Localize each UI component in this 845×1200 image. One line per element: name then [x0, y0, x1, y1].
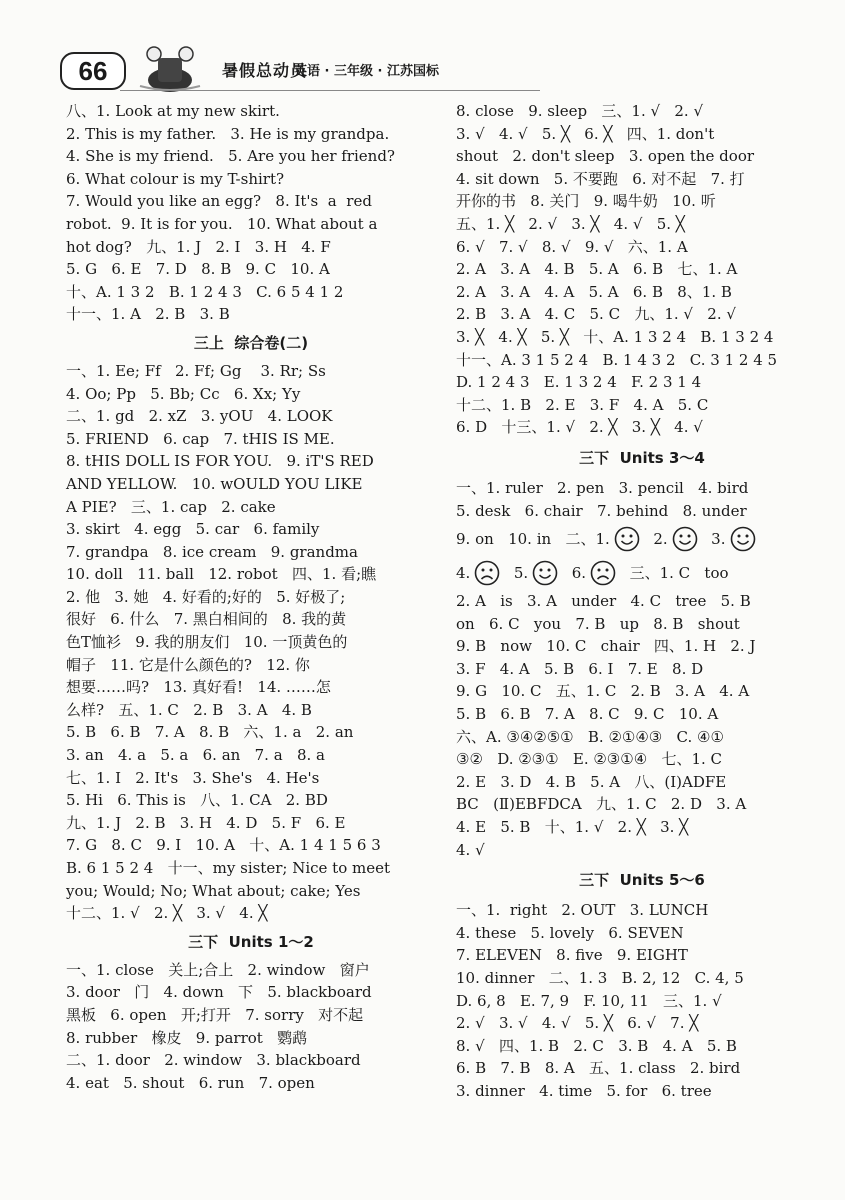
answer-line: 4. Oo; Pp 5. Bb; Cc 6. Xx; Yy — [66, 384, 301, 403]
answer-line: 2. E 3. D 4. B 5. A 八、(Ⅰ)ADFE — [456, 772, 727, 791]
answer-line: 6. What colour is my T-shirt? — [66, 169, 285, 188]
answer-line: 五、1. ╳ 2. √ 3. ╳ 4. √ 5. ╳ — [456, 214, 685, 233]
answer-line: 十一、A. 3 1 5 2 4 B. 1 4 3 2 C. 3 1 2 4 5 — [456, 350, 778, 369]
answer-line: 3. an 4. a 5. a 6. an 7. a 8. a — [66, 746, 325, 765]
answer-line: 5. Hi 6. This is 八、1. CA 2. BD — [66, 791, 328, 810]
answer-line: 4. eat 5. shout 6. run 7. open — [66, 1073, 315, 1092]
answer-line: 5. B 6. B 7. A 8. B 六、1. a 2. an — [66, 723, 354, 742]
answer-line: 3. F 4. A 5. B 6. I 7. E 8. D — [456, 659, 704, 678]
answer-line: you; Would; No; What about; cake; Yes — [66, 881, 361, 900]
answer-line: 十、A. 1 3 2 B. 1 2 4 3 C. 6 5 4 1 2 — [66, 282, 344, 301]
answer-line: 九、1. J 2. B 3. H 4. D 5. F 6. E — [66, 813, 346, 832]
answer-text: 三、1. C too — [620, 564, 729, 583]
answer-line: shout 2. don't sleep 3. open the door — [456, 147, 755, 166]
answer-line: AND YELLOW. 10. wOULD YOU LIKE — [66, 474, 363, 493]
answer-line: A PIE? 三、1. cap 2. cake — [66, 497, 276, 516]
answer-line: 一、1. ruler 2. pen 3. pencil 4. bird — [456, 478, 749, 497]
answer-line: 二、1. door 2. window 3. blackboard — [66, 1051, 361, 1070]
answer-line: 十二、1. √ 2. ╳ 3. √ 4. ╳ — [66, 904, 268, 923]
answer-line: 8. √ 四、1. B 2. C 3. B 4. A 5. B — [456, 1036, 737, 1055]
answer-line: 5. FRIEND 6. cap 7. tHIS IS ME. — [66, 429, 335, 448]
smiley-face-icon — [532, 560, 558, 586]
answer-line: 5. G 6. E 7. D 8. B 9. C 10. A — [66, 260, 330, 279]
answer-line: robot. 9. It is for you. 10. What about a — [66, 214, 378, 233]
answer-line: 3. skirt 4. egg 5. car 6. family — [66, 520, 320, 539]
answer-line: 想要……吗? 13. 真好看! 14. ……怎 — [66, 678, 331, 697]
answer-line: 4. sit down 5. 不要跑 6. 对不起 7. 打 — [456, 169, 745, 188]
answer-line: 一、1. right 2. OUT 3. LUNCH — [456, 901, 709, 920]
answer-line: 十二、1. B 2. E 3. F 4. A 5. C — [456, 395, 709, 414]
answer-line: 7. grandpa 8. ice cream 9. grandma — [66, 542, 358, 561]
answer-line: 8. close 9. sleep 三、1. √ 2. √ — [456, 102, 704, 120]
sad-face-icon — [474, 560, 500, 586]
answer-line: 4. E 5. B 十、1. √ 2. ╳ 3. ╳ — [456, 818, 689, 837]
answer-line: 一、1. Ee; Ff 2. Ff; Gg 3. Rr; Ss — [66, 361, 326, 380]
answer-line: 开你的书 8. 关门 9. 喝牛奶 10. 听 — [456, 192, 716, 211]
answer-line: 4. √ — [456, 840, 485, 859]
answer-line: 二、1. gd 2. xZ 3. yOU 4. LOOK — [66, 407, 333, 426]
answer-line: 10. dinner 二、1. 3 B. 2, 12 C. 4, 5 — [456, 969, 744, 987]
answer-line: 2. A 3. A 4. A 5. A 6. B 8、1. B — [456, 282, 732, 301]
answer-line: 2. √ 3. √ 4. √ 5. ╳ 6. √ 7. ╳ — [456, 1014, 699, 1033]
answer-line: ③② D. ②③① E. ②③①④ 七、1. C — [456, 750, 723, 769]
item-number: 5. — [504, 564, 529, 583]
answer-line: hot dog? 九、1. J 2. I 3. H 4. F — [66, 237, 331, 256]
answer-line: BC (Ⅱ)EBFDCA 九、1. C 2. D 3. A — [456, 795, 747, 814]
answer-line: 一、1. close 关上;合上 2. window 窗户 — [66, 960, 370, 979]
answer-line: 4. these 5. lovely 6. SEVEN — [456, 923, 684, 942]
answer-line: D. 6, 8 E. 7, 9 F. 10, 11 三、1. √ — [456, 991, 722, 1010]
page-number-badge: 66 — [60, 52, 126, 90]
answer-line: 很好 6. 什么 7. 黑白相间的 8. 我的黄 — [66, 610, 347, 629]
answer-line: 7. G 8. C 9. I 10. A 十、A. 1 4 1 5 6 3 — [66, 836, 381, 855]
item-number: 6. — [562, 564, 587, 583]
answer-line: B. 6 1 5 2 4 十一、my sister; Nice to meet — [66, 859, 391, 877]
section-heading: 三下 Units 3～4 — [579, 448, 705, 467]
sad-face-icon — [590, 560, 616, 586]
answer-line: 3. dinner 4. time 5. for 6. tree — [456, 1081, 712, 1100]
answer-line: 2. 他 3. 她 4. 好看的;好的 5. 好极了; — [66, 587, 346, 606]
answer-line: 10. doll 11. ball 12. robot 四、1. 看;瞧 — [66, 565, 377, 584]
answer-line: 9. G 10. C 五、1. C 2. B 3. A 4. A — [456, 682, 750, 701]
answer-line: 5. B 6. B 7. A 8. C 9. C 10. A — [456, 705, 719, 724]
answer-line: 帽子 11. 它是什么颜色的? 12. 你 — [66, 655, 310, 674]
answer-line: on 6. C you 7. B up 8. B shout — [456, 614, 740, 633]
mascot-illustration — [120, 44, 220, 94]
smiley-face-icon — [614, 526, 640, 552]
answer-line-faces — [456, 556, 828, 590]
answer-line: 么样? 五、1. C 2. B 3. A 4. B — [66, 700, 312, 719]
answer-line: 2. This is my father. 3. He is my grandpa. — [66, 124, 390, 143]
answer-text: 9. on 10. in 二、1. — [456, 530, 610, 549]
answer-line: 3. door 门 4. down 下 5. blackboard — [66, 983, 372, 1002]
answer-line: 3. ╳ 4. ╳ 5. ╳ 十、A. 1 3 2 4 B. 1 3 2 4 — [456, 327, 774, 346]
answer-line: 9. B now 10. C chair 四、1. H 2. J — [456, 637, 756, 656]
smiley-face-icon — [672, 526, 698, 552]
answer-line: 2. B 3. A 4. C 5. C 九、1. √ 2. √ — [456, 305, 736, 324]
answer-line: 黑板 6. open 开;打开 7. sorry 对不起 — [66, 1005, 364, 1024]
section-heading: 三下 Units 1～2 — [188, 932, 314, 951]
section-heading: 三下 Units 5～6 — [579, 871, 705, 890]
answer-line: 2. A is 3. A under 4. C tree 5. B — [456, 592, 751, 611]
answer-line: 7. ELEVEN 8. five 9. EIGHT — [456, 946, 688, 965]
item-number: 3. — [701, 530, 726, 549]
answer-line: 六、A. ③④②⑤① B. ②①④③ C. ④① — [456, 727, 724, 746]
answer-line: 2. A 3. A 4. B 5. A 6. B 七、1. A — [456, 260, 738, 279]
answer-text: 4. — [456, 564, 471, 583]
answer-line: 6. B 7. B 8. A 五、1. class 2. bird — [456, 1059, 741, 1078]
answer-line: 7. Would you like an egg? 8. It's a red — [66, 192, 372, 211]
answer-line: 色T恤衫 9. 我的朋友们 10. 一顶黄色的 — [66, 633, 348, 652]
answer-column-right — [456, 100, 828, 1103]
answer-line: 8. rubber 橡皮 9. parrot 鹦鹉 — [66, 1028, 308, 1047]
page-header — [60, 44, 480, 94]
answer-line: 6. √ 7. √ 8. √ 9. √ 六、1. A — [456, 237, 688, 256]
book-subtitle: 英语 · 三年级 · 江苏国标 — [294, 64, 439, 79]
answer-line: 七、1. I 2. It's 3. She's 4. He's — [66, 768, 320, 787]
answer-line: 4. She is my friend. 5. Are you her friend? — [66, 147, 395, 166]
header-divider — [120, 90, 540, 91]
smiley-face-icon — [730, 526, 756, 552]
section-heading: 三上 综合卷(二) — [193, 333, 309, 352]
item-number: 2. — [643, 530, 668, 549]
answer-line: 8. tHIS DOLL IS FOR YOU. 9. iT'S RED — [66, 452, 374, 471]
answer-line: 6. D 十三、1. √ 2. ╳ 3. ╳ 4. √ — [456, 418, 703, 437]
answer-line: 八、1. Look at my new skirt. — [66, 102, 280, 120]
answer-line: 3. √ 4. √ 5. ╳ 6. ╳ 四、1. don't — [456, 124, 715, 143]
answer-line: D. 1 2 4 3 E. 1 3 2 4 F. 2 3 1 4 — [456, 373, 702, 392]
answer-line: 5. desk 6. chair 7. behind 8. under — [456, 501, 747, 520]
answer-column-left — [66, 100, 436, 1094]
book-title: 暑假总动员 — [222, 61, 308, 80]
answer-line: 十一、1. A 2. B 3. B — [66, 305, 230, 324]
answer-line-faces — [456, 522, 828, 556]
